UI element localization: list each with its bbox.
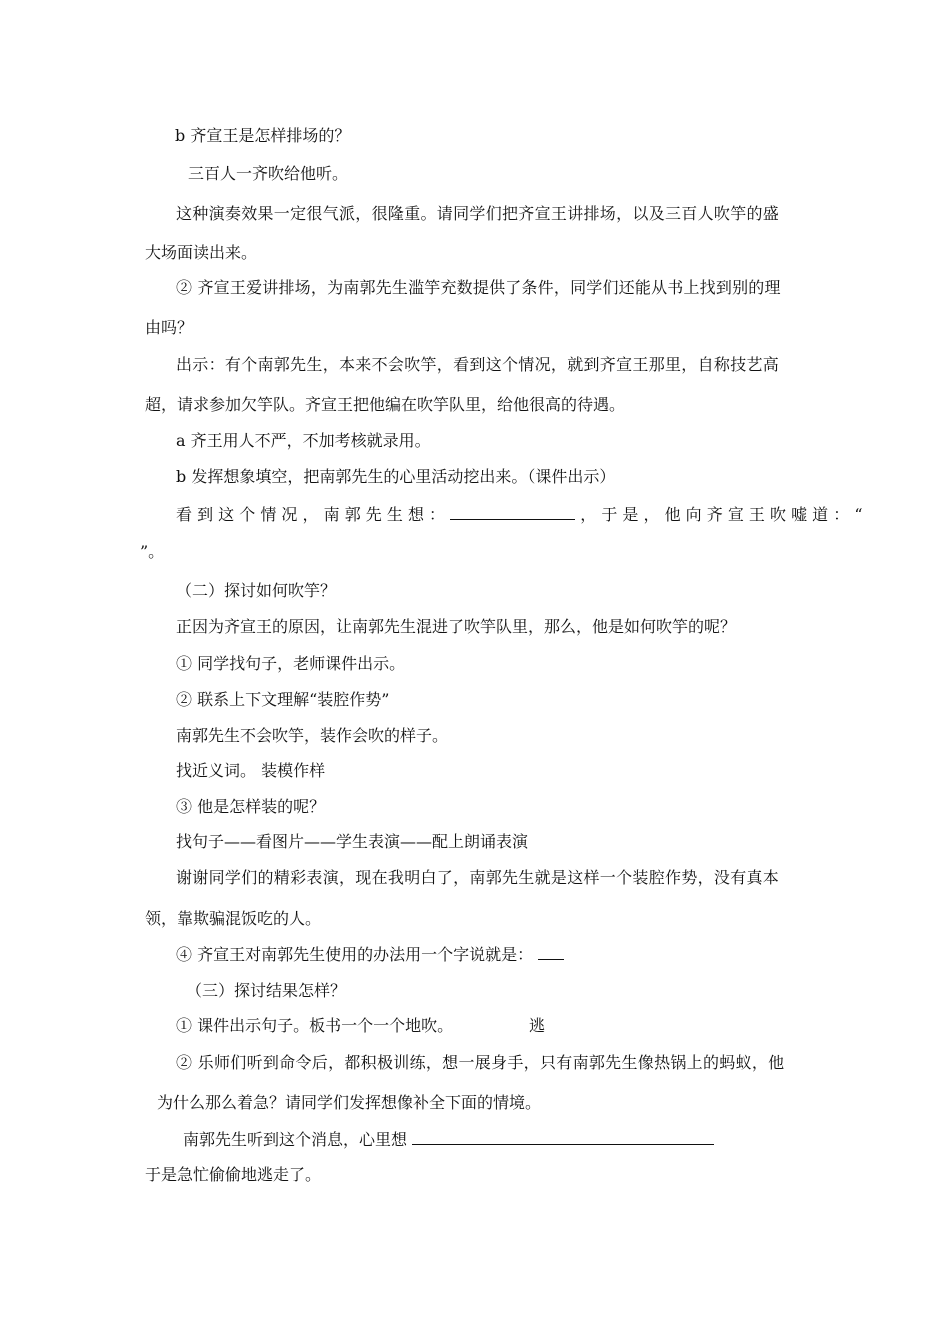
- paragraph-line: 这种演奏效果一定很气派，很隆重。请同学们把齐宣王讲排场，以及三百人吹竽的盛: [176, 204, 780, 223]
- board-word: 逃: [529, 1016, 546, 1035]
- fill-in-line: [176, 505, 863, 525]
- section-heading: （三）探讨结果怎样？: [186, 981, 347, 1000]
- fill-in-prefix: ④ 齐宣王对南郭先生使用的办法用一个字说就是：: [176, 945, 534, 964]
- fill-in-line: [183, 1130, 714, 1150]
- paragraph-line: 大场面读出来。: [145, 243, 258, 262]
- paragraph-line: 南郭先生不会吹竽，装作会吹的样子。: [176, 726, 449, 745]
- paragraph-line: a 齐王用人不严，不加考核就录用。: [176, 431, 431, 450]
- answer-blank[interactable]: [538, 945, 564, 960]
- paragraph-line: 领，靠欺骗混饭吃的人。: [145, 909, 322, 928]
- paragraph-line: ③ 他是怎样装的呢？: [176, 797, 326, 816]
- fill-in-prefix: 看 到 这 个 情 况 ， 南 郭 先 生 想 ：: [176, 505, 446, 524]
- fill-in-suffix: ， 于 是 ， 他 向 齐 宣 王 吹 嘘 道 ： “: [580, 505, 863, 524]
- answer-blank[interactable]: [412, 1130, 714, 1145]
- paragraph-line: 超，请求参加欠竽队。齐宣王把他编在吹竽队里，给他很高的待遇。: [145, 395, 626, 414]
- paragraph-line: 由吗？: [145, 318, 194, 337]
- paragraph-line: 找句子——看图片——学生表演——配上朗诵表演: [176, 832, 529, 851]
- answer-blank[interactable]: [450, 505, 575, 520]
- paragraph-line: 三百人一齐吹给他听。: [188, 164, 349, 183]
- paragraph-line: 正因为齐宣王的原因，让南郭先生混进了吹竽队里，那么，他是如何吹竽的呢？: [176, 617, 737, 636]
- fill-in-line: [176, 945, 564, 965]
- section-heading: （二）探讨如何吹竽？: [176, 581, 337, 600]
- paragraph-line: b 发挥想象填空，把南郭先生的心里活动挖出来。（课件出示）: [176, 467, 616, 486]
- paragraph-line: ”。: [140, 542, 165, 561]
- paragraph-line: ② 联系上下文理解“装腔作势”: [176, 690, 390, 709]
- paragraph-line: ② 乐师们听到命令后，都积极训练，想一展身手，只有南郭先生像热锅上的蚂蚁，他: [176, 1053, 785, 1072]
- paragraph-line: ① 课件出示句子。板书一个一个地吹。: [176, 1016, 454, 1035]
- paragraph-line: 为什么那么着急？请同学们发挥想像补全下面的情境。: [157, 1093, 542, 1112]
- paragraph-line: 谢谢同学们的精彩表演，现在我明白了，南郭先生就是这样一个装腔作势，没有真本: [176, 868, 780, 887]
- paragraph-line: ① 同学找句子，老师课件出示。: [176, 654, 406, 673]
- fill-in-prefix: 南郭先生听到这个消息，心里想: [183, 1130, 408, 1149]
- paragraph-line: ② 齐宣王爱讲排场，为南郭先生滥竽充数提供了条件，同学们还能从书上找到别的理: [176, 278, 781, 297]
- paragraph-line: b 齐宣王是怎样排场的？: [175, 126, 351, 145]
- paragraph-line: 出示：有个南郭先生，本来不会吹竽，看到这个情况，就到齐宣王那里，自称技艺高: [176, 355, 780, 374]
- paragraph-line: 于是急忙偷偷地逃走了。: [145, 1165, 322, 1184]
- paragraph-line: 找近义词。 装模作样: [176, 761, 326, 780]
